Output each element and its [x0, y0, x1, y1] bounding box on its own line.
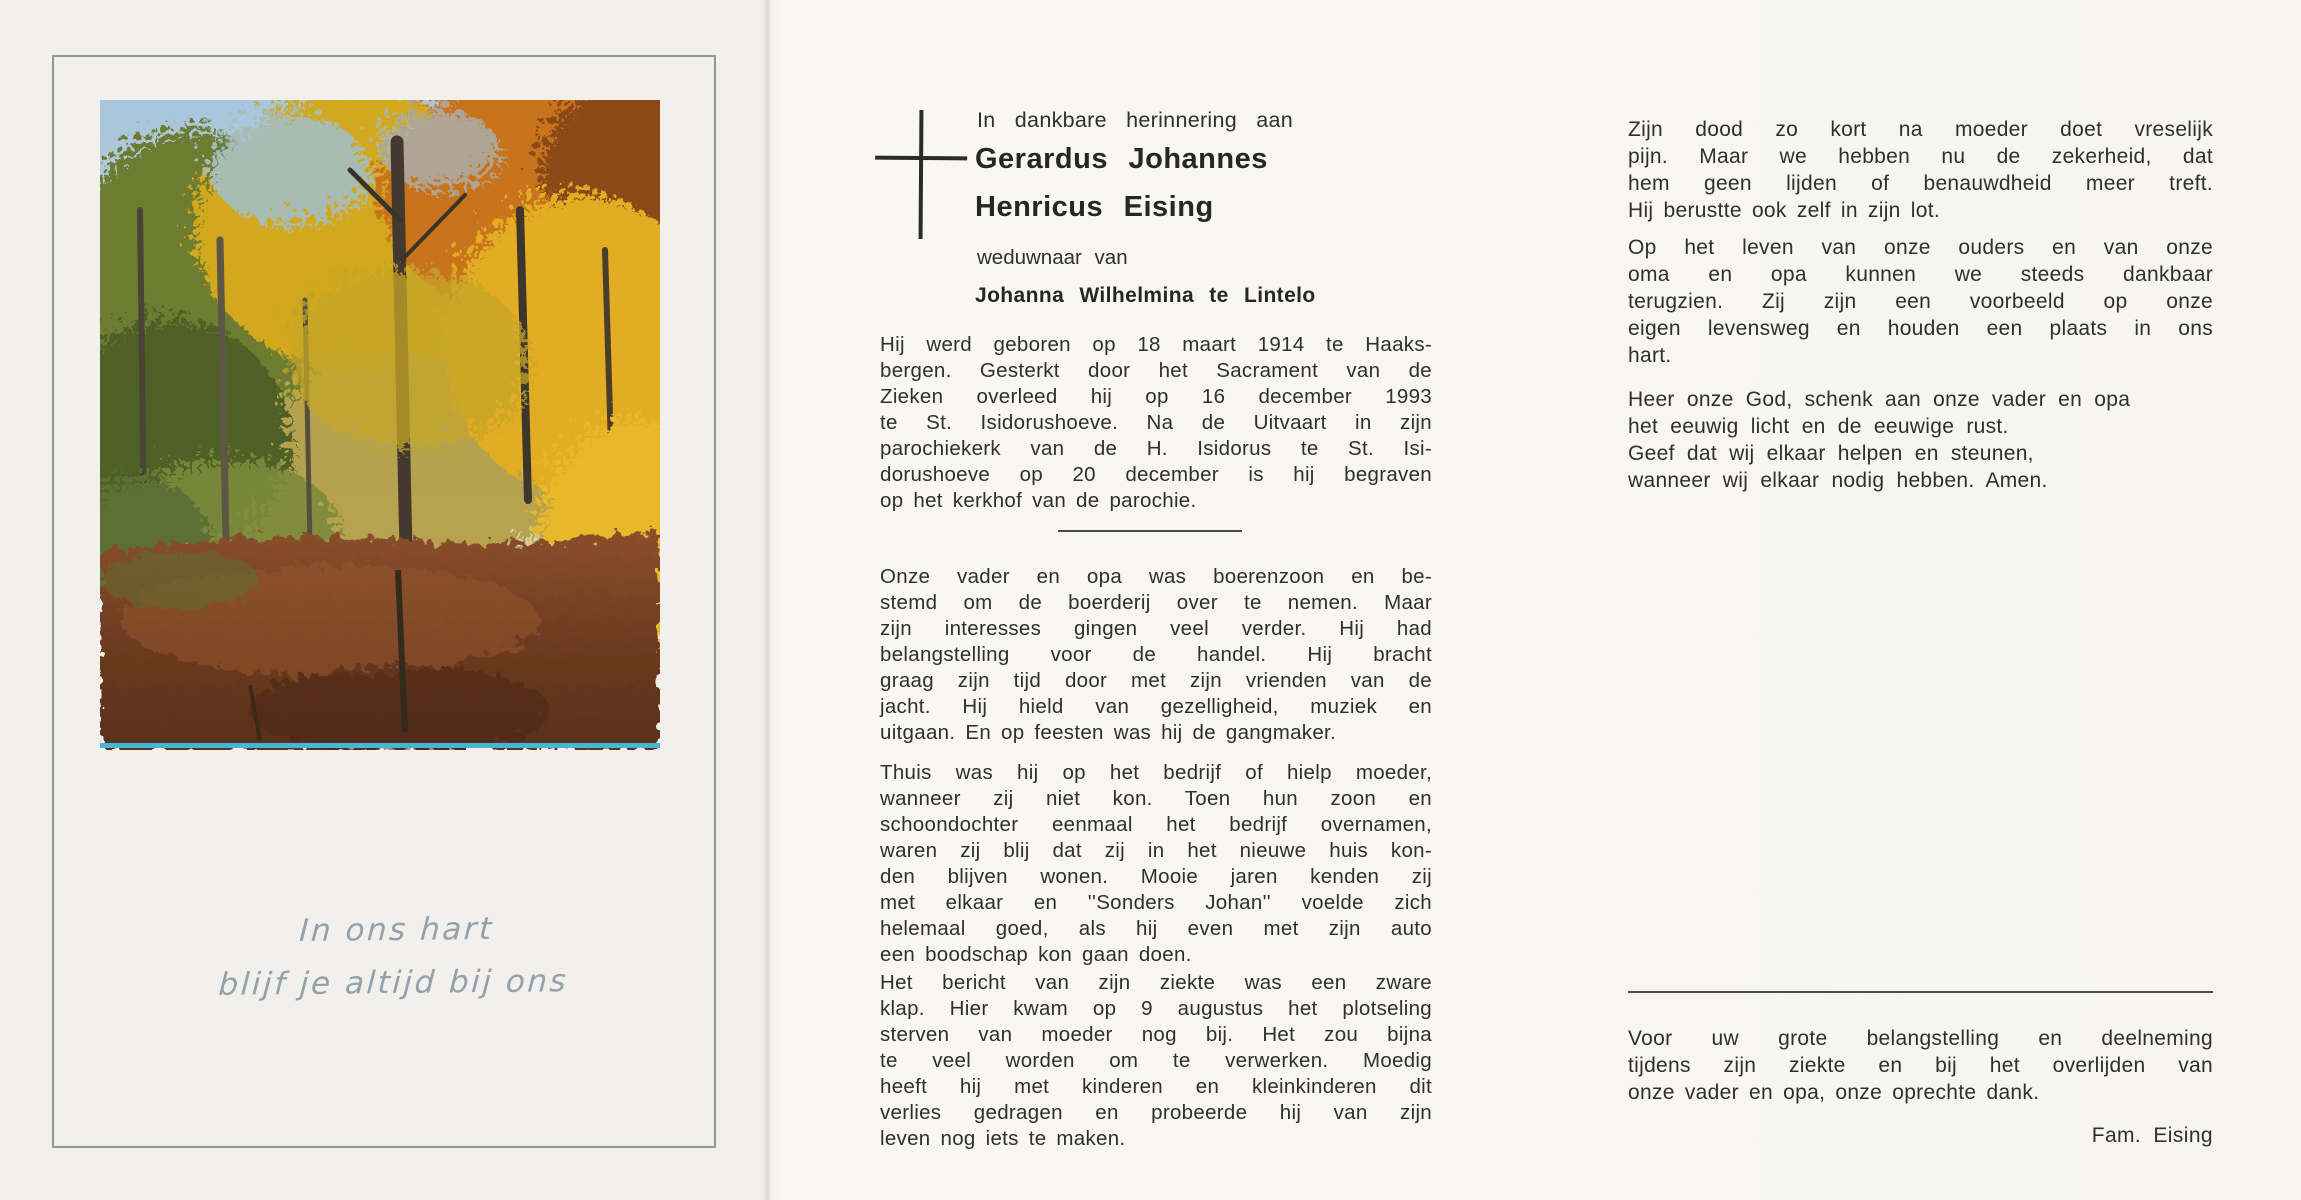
card-front-panel	[0, 0, 770, 1200]
text-line: Thuis was hij op het bedrijf of hielp moeder,	[880, 761, 1432, 784]
cross-vertical-bar	[919, 110, 924, 239]
reflection-paragraph-1	[1628, 116, 2213, 224]
text-line: oma en opa kunnen we steeds dankbaar	[1628, 263, 2213, 286]
text-line: wanneer zij niet kon. Toen hun zoon en	[880, 787, 1432, 810]
spouse-name: Johanna Wilhelmina te Lintelo	[975, 284, 1316, 307]
text-line: Heer onze God, schenk aan onze vader en opa	[1628, 388, 2131, 411]
text-line: schoondochter eenmaal het bedrijf overnamen,	[880, 813, 1432, 836]
biography-paragraph-3	[880, 760, 1432, 968]
handwritten-dedication	[167, 902, 624, 1013]
text-line: Geef dat wij elkaar helpen en steunen,	[1628, 442, 2034, 465]
text-line: klap. Hier kwam op 9 augustus het plotseling	[880, 997, 1432, 1020]
section-divider	[1058, 530, 1242, 532]
handwriting-line-2: blijf je altijd bij ons	[217, 963, 570, 1003]
photo-bottom-edge	[100, 743, 660, 748]
text-line: Hij werd geboren op 18 maart 1914 te Haaks-	[880, 333, 1432, 356]
text-line: hem geen lijden of benauwdheid meer treft.	[1628, 172, 2213, 195]
text-line: jacht. Hij hield van gezelligheid, muziek en	[880, 695, 1432, 718]
photo-ground	[100, 530, 660, 750]
text-line: Het bericht van zijn ziekte was een zware	[880, 971, 1432, 994]
text-line: Zijn dood zo kort na moeder doet vreselijk	[1628, 118, 2213, 141]
text-line: sterven van moeder nog bij. Het zou bijna	[880, 1023, 1432, 1046]
cross-icon	[875, 110, 970, 240]
intro-line: In dankbare herinnering aan	[977, 108, 1294, 132]
biography-paragraph-2	[880, 564, 1432, 746]
deceased-name-line-1: Gerardus Johannes	[975, 143, 1268, 175]
text-line: Onze vader en opa was boerenzoon en be-	[880, 565, 1432, 588]
text-line: onze vader en opa, onze oprechte dank.	[1628, 1081, 2040, 1104]
text-line: waren zij blij dat zij in het nieuwe huis kon-	[880, 839, 1432, 862]
text-line: terugzien. Zij zijn een voorbeeld op onze	[1628, 290, 2213, 313]
text-line: Hij berustte ook zelf in zijn lot.	[1628, 199, 1940, 222]
biography-paragraph-4	[880, 970, 1432, 1152]
text-line: stemd om de boerderij over te nemen. Maar	[880, 591, 1432, 614]
text-line: parochiekerk van de H. Isidorus te St. Isi-	[880, 437, 1432, 460]
handwriting-line-1: In ons hart	[298, 910, 495, 950]
text-line: te St. Isidorushoeve. Na de Uitvaart in zijn	[880, 411, 1432, 434]
autumn-forest-illustration	[100, 100, 660, 750]
text-line: belangstelling voor de handel. Hij bracht	[880, 643, 1432, 666]
family-signature: Fam. Eising	[2091, 1124, 2213, 1147]
text-line: bergen. Gesterkt door het Sacrament van de	[880, 359, 1432, 382]
relation-line: weduwnaar van	[977, 246, 1128, 269]
text-line: dorushoeve op 20 december is hij begraven	[880, 463, 1432, 486]
text-line: tijdens zijn ziekte en bij het overlijden van	[1628, 1054, 2213, 1077]
text-line: graag zijn tijd door met zijn vrienden van de	[880, 669, 1432, 692]
prayer-paragraph	[1628, 386, 2213, 494]
text-line: met elkaar en ''Sonders Johan'' voelde zich	[880, 891, 1432, 914]
thanks-divider	[1628, 991, 2213, 993]
text-line: een boodschap kon gaan doen.	[880, 943, 1192, 966]
text-line: hart.	[1628, 344, 1672, 367]
reflection-paragraph-2	[1628, 234, 2213, 369]
biography-paragraph-1	[880, 332, 1432, 514]
autumn-forest-photo	[100, 100, 660, 750]
text-line: Zieken overleed hij op 16 december 1993	[880, 385, 1432, 408]
text-line: Op het leven van onze ouders en van onze	[1628, 236, 2213, 259]
cross-horizontal-bar	[875, 156, 967, 161]
text-line: pijn. Maar we hebben nu de zekerheid, dat	[1628, 145, 2213, 168]
deceased-name-line-2: Henricus Eising	[975, 191, 1214, 223]
text-line: eigen levensweg en houden een plaats in ons	[1628, 317, 2213, 340]
text-line: den blijven wonen. Mooie jaren kenden zij	[880, 865, 1432, 888]
text-line: verlies gedragen en probeerde hij van zijn	[880, 1101, 1432, 1124]
text-line: leven nog iets te maken.	[880, 1127, 1126, 1150]
thanks-paragraph	[1628, 1025, 2213, 1106]
text-line: heeft hij met kinderen en kleinkinderen dit	[880, 1075, 1432, 1098]
text-line: helemaal goed, als hij even met zijn auto	[880, 917, 1432, 940]
text-line: op het kerkhof van de parochie.	[880, 489, 1197, 512]
text-line: zijn interesses gingen veel verder. Hij had	[880, 617, 1432, 640]
text-line: wanneer wij elkaar nodig hebben. Amen.	[1628, 469, 2048, 492]
text-line: het eeuwig licht en de eeuwige rust.	[1628, 415, 2009, 438]
text-line: uitgaan. En op feesten was hij de gangmaker.	[880, 721, 1337, 744]
text-line: Voor uw grote belangstelling en deelneming	[1628, 1027, 2213, 1050]
text-line: te veel worden om te verwerken. Moedig	[880, 1049, 1432, 1072]
